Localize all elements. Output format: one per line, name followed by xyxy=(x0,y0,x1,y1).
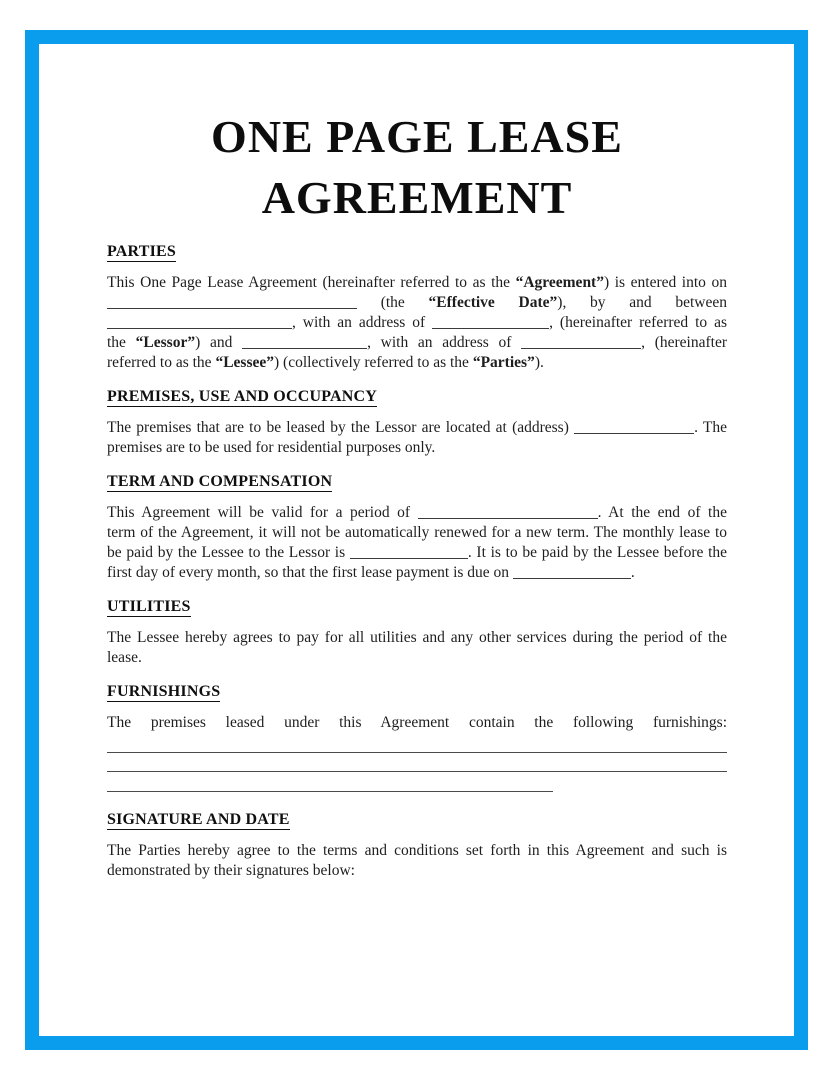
blank-line xyxy=(107,791,553,792)
section-utilities xyxy=(107,597,727,668)
text-run: ) (collectively referred to as the xyxy=(274,354,473,371)
document-content xyxy=(39,44,795,1036)
text-run: premises are to be used for residential purposes only. xyxy=(107,439,436,456)
paragraph-line xyxy=(107,841,727,861)
section-furnishings xyxy=(107,682,727,792)
paragraph-line xyxy=(107,563,727,583)
text-run: . At the end of the xyxy=(597,504,727,521)
section-heading-text: UTILITIES xyxy=(107,598,191,615)
text-run: . xyxy=(630,564,635,581)
text-run: “Effective Date” xyxy=(428,294,558,311)
section-heading xyxy=(107,242,727,262)
text-run: ) and xyxy=(195,334,243,351)
section-heading-text: TERM AND COMPENSATION xyxy=(107,473,333,490)
section-heading xyxy=(107,810,727,830)
text-run: The Parties hereby agree to the terms and conditions set forth in this Agreement and such is xyxy=(107,842,727,860)
text-run: This One Page Lease Agreement (hereinafter referred to as the xyxy=(107,274,516,291)
paragraph-line xyxy=(107,523,727,543)
text-run: The premises leased under this Agreement contain the following furnishings: xyxy=(107,714,727,731)
section-heading xyxy=(107,597,727,617)
blank-field xyxy=(418,505,598,519)
blank-line xyxy=(107,771,727,772)
section-heading xyxy=(107,682,727,702)
blank-field xyxy=(521,335,641,349)
blank-field xyxy=(432,315,549,329)
text-run: “Lessor” xyxy=(135,334,196,351)
document-title-line-1: ONE PAGE LEASE xyxy=(211,111,623,162)
paragraph-line xyxy=(107,861,727,881)
paragraph-line xyxy=(107,543,727,563)
section-heading-text: SIGNATURE AND DATE xyxy=(107,811,290,829)
text-run: ), by and between xyxy=(557,294,727,311)
paragraph-line xyxy=(107,438,727,458)
text-run: “Agreement” xyxy=(515,274,604,291)
paragraph-line xyxy=(107,648,727,668)
section-signature-and-date xyxy=(107,810,727,881)
paragraph-line xyxy=(107,628,727,648)
section-heading-text: PREMISES, USE AND OCCUPANCY xyxy=(107,388,378,405)
section-term-and-compensation xyxy=(107,472,727,583)
text-run: (the xyxy=(357,294,429,311)
document-title-line-2: AGREEMENT xyxy=(261,172,573,223)
text-run: ) is entered into on xyxy=(603,274,727,291)
section-heading-text: FURNISHINGS xyxy=(107,683,221,700)
paragraph-line xyxy=(107,313,727,333)
section-parties xyxy=(107,242,727,373)
document-sections xyxy=(107,242,727,881)
text-run: referred to as the xyxy=(107,354,216,371)
text-run: This Agreement will be valid for a period of xyxy=(107,504,418,521)
text-run: . The xyxy=(694,419,727,436)
section-heading xyxy=(107,387,727,407)
paragraph-line xyxy=(107,353,727,373)
blank-field xyxy=(513,565,631,579)
text-run: lease. xyxy=(107,649,142,666)
text-run: term of the Agreement, it will not be automatically renewed for a new term. The monthly lease to xyxy=(107,524,727,541)
paragraph-line xyxy=(107,503,727,523)
blank-field xyxy=(350,545,468,559)
document-title xyxy=(107,106,727,228)
paragraph-line xyxy=(107,333,727,353)
text-run: , (hereinafter xyxy=(641,334,727,351)
text-run: the xyxy=(107,334,136,351)
text-run: “Lessee” xyxy=(215,354,274,371)
text-run: “Parties” xyxy=(472,354,535,371)
blank-field xyxy=(242,335,367,349)
section-premises-use-and-occupancy xyxy=(107,387,727,458)
section-heading-text: PARTIES xyxy=(107,243,177,260)
paragraph-line xyxy=(107,293,727,313)
text-run: first day of every month, so that the first lease payment is due on xyxy=(107,564,513,581)
paragraph-line xyxy=(107,713,727,733)
blank-line xyxy=(107,752,727,753)
text-run: , (hereinafter referred to as xyxy=(549,314,728,331)
text-run: The premises that are to be leased by the Lessor are located at (address) xyxy=(107,419,575,436)
text-run: . It is to be paid by the Lessee before the xyxy=(467,544,728,561)
text-run: , with an address of xyxy=(367,334,522,351)
text-run: be paid by the Lessee to the Lessor is xyxy=(107,544,350,561)
text-run: The Lessee hereby agrees to pay for all utilities and any other services during the period of the xyxy=(107,629,727,646)
blank-field xyxy=(107,315,292,329)
paragraph-line xyxy=(107,273,727,293)
text-run: ). xyxy=(534,354,544,371)
text-run: demonstrated by their signatures below: xyxy=(107,862,355,880)
text-run: , with an address of xyxy=(292,314,433,331)
section-heading xyxy=(107,472,727,492)
blank-field xyxy=(107,295,357,309)
paragraph-line xyxy=(107,418,727,438)
blank-field xyxy=(574,420,694,434)
